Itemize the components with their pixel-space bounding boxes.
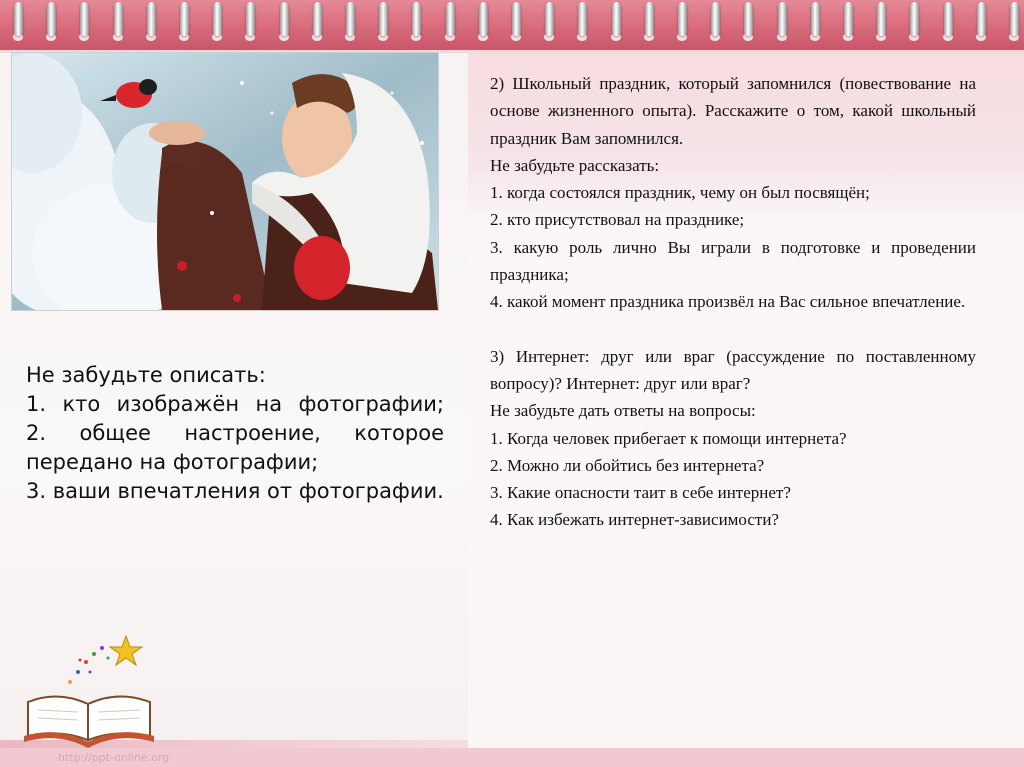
binding-ring: [479, 2, 488, 36]
section-gap: [490, 316, 976, 343]
binding-ring: [412, 2, 421, 36]
binding-ring: [446, 2, 455, 36]
topic2-item-4: 4. какой момент праздника произвёл на Вас сильное впечатление.: [490, 292, 966, 312]
topic3-item-1: 1. Когда человек прибегает к помощи интернета?: [490, 428, 847, 448]
left-item-2: 2. общее настроение, которое передано на фотографии;: [26, 421, 444, 474]
photo-illustration: [12, 53, 438, 310]
binding-rings: [0, 0, 1024, 50]
binding-ring: [545, 2, 554, 36]
left-heading: Не забудьте описать:: [26, 363, 266, 387]
binding-ring: [711, 2, 720, 36]
binding-ring: [512, 2, 521, 36]
topic2-item-1: 1. когда состоялся праздник, чему он был посвящён;: [490, 183, 870, 203]
binding-ring: [612, 2, 621, 36]
binding-ring: [844, 2, 853, 36]
binding-ring: [379, 2, 388, 36]
watermark: http://ppt-online.org: [58, 751, 170, 764]
topic2-prompt: Не забудьте рассказать:: [490, 155, 660, 175]
topic3-item-3: 3. Какие опасности таит в себе интернет?: [490, 483, 791, 503]
binding-ring: [944, 2, 953, 36]
binding-ring: [910, 2, 919, 36]
spiral-binding-header: [0, 0, 1024, 53]
binding-ring: [1010, 2, 1019, 36]
topic3-title: 3) Интернет: друг или враг (рассуждение по поставленному вопросу)? Интернет: друг или враг?: [490, 346, 976, 393]
binding-ring: [778, 2, 787, 36]
binding-ring: [645, 2, 654, 36]
topic2-item-2: 2. кто присутствовал на празднике;: [490, 210, 745, 230]
binding-ring: [47, 2, 56, 36]
left-item-3: 3. ваши впечатления от фотографии.: [26, 479, 444, 503]
topic3-item-2: 2. Можно ли обойтись без интернета?: [490, 455, 765, 475]
binding-ring: [678, 2, 687, 36]
binding-ring: [877, 2, 886, 36]
binding-ring: [180, 2, 189, 36]
topic2-item-3: 3. какую роль лично Вы играли в подготовке и проведении праздника;: [490, 237, 976, 285]
binding-ring: [811, 2, 820, 36]
topic2-title: 2) Школьный праздник, который запомнился (повествование на основе жизненного опыта). Расскажите о том, какой школьный праздник Вам запомнился.: [490, 74, 976, 148]
binding-ring: [147, 2, 156, 36]
left-instructions: [26, 361, 444, 506]
binding-ring: [744, 2, 753, 36]
binding-ring: [578, 2, 587, 36]
right-instructions: [490, 70, 976, 534]
binding-ring: [246, 2, 255, 36]
left-item-1: 1. кто изображён на фотографии;: [26, 392, 444, 416]
binding-ring: [977, 2, 986, 36]
binding-ring: [313, 2, 322, 36]
topic3-prompt: Не забудьте дать ответы на вопросы:: [490, 401, 756, 421]
girl-with-bird-photo: [11, 52, 439, 311]
binding-ring: [346, 2, 355, 36]
topic3-item-4: 4. Как избежать интернет-зависимости?: [490, 510, 779, 530]
open-book-stars-icon: [18, 632, 158, 750]
binding-ring: [114, 2, 123, 36]
binding-ring: [213, 2, 222, 36]
binding-ring: [80, 2, 89, 36]
binding-ring: [14, 2, 23, 36]
binding-ring: [280, 2, 289, 36]
